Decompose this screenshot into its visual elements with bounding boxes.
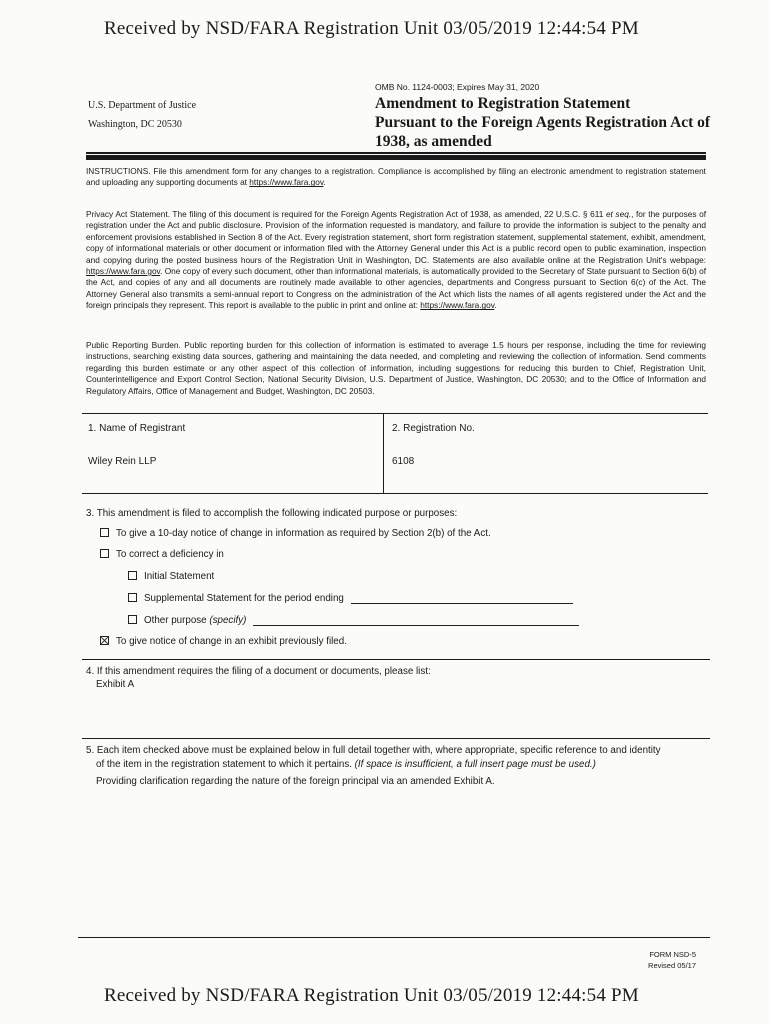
checkbox-10day[interactable]: [100, 528, 109, 537]
option-correct-label: To correct a deficiency in: [116, 549, 224, 560]
section5-label-line2: [96, 759, 596, 770]
option-other-label: Other purpose: [144, 615, 210, 626]
form-title: [375, 94, 715, 151]
instructions-paragraph: [86, 166, 706, 189]
form-title-line3: 1938, as amended: [375, 133, 492, 150]
option-initial-statement[interactable]: [128, 571, 214, 582]
section5-label-line2-text: of the item in the registration statement to which it pertains.: [96, 759, 355, 770]
section4-rule: [82, 738, 710, 739]
privacy-text-1: Privacy Act Statement. The filing of this document is required for the Foreign Agents Registration Act of 1938, as amended, 22 U.S.C. § 611: [86, 209, 606, 219]
option-correct-deficiency[interactable]: [100, 549, 224, 560]
option-supplemental-statement[interactable]: [128, 593, 573, 604]
omb-number: OMB No. 1124-0003; Expires May 31, 2020: [375, 82, 540, 92]
instructions-end: .: [323, 177, 326, 188]
registrant-name-label: 1. Name of Registrant: [88, 423, 186, 434]
header-rule-thin: [86, 152, 706, 154]
received-stamp-bottom: Received by NSD/FARA Registration Unit 03/05/2019 12:44:54 PM: [104, 985, 639, 1006]
option-supplemental-label: Supplemental Statement for the period ending: [144, 593, 344, 604]
section5-label-italic: (If space is insufficient, a full insert page must be used.): [354, 759, 596, 770]
burden-paragraph: Public Reporting Burden. Public reporting burden for this collection of information is estimated to average 1.5 hours per response, including the time for reviewing instructions, searching existing data sources, gathering and maintaining the data needed, and completing and reviewing the collection of information. Send comments regarding this burden estimate or any other aspect of this collection of information, including suggestions for reducing this burden to Chief, Registration Unit, Counterintelligence and Export Control Section, National Security Division, U.S. Department of Justice, Washington, DC 20530; and to the Office of Information and Regulatory Affairs, Office of Management and Budget, Washington, DC 20503.: [86, 340, 706, 396]
section4-label: 4. If this amendment requires the filing of a document or documents, please list:: [86, 666, 431, 677]
fields-top-rule: [82, 413, 708, 414]
privacy-act-paragraph: [86, 209, 706, 312]
fields-bottom-rule: [82, 493, 708, 494]
form-title-line1: Amendment to Registration Statement: [375, 95, 631, 112]
option-other-purpose[interactable]: [128, 615, 579, 626]
section5-label-line1: 5. Each item checked above must be explained below in full detail together with, where appropriate, specific reference to and identity: [86, 745, 661, 756]
privacy-text-2: , for the purposes of registration under the Act and public disclosure. Provision of the information requested is mandatory, and failure to provide the information is subject to the penalty and enforcement provisions established in Section 8 of the Act. Every registration statement, short form registration statement, supplemental statement, exhibit, amendment, copy of informational materials or other document or information filed with the Attorney General under this Act is a public record open to public examination, inspection and copying during the posted business hours of the Registration Unit in Washington, DC. Statements are also available online at the Registration Unit's webpage:: [86, 209, 706, 265]
privacy-italic: et seq.: [605, 209, 632, 219]
form-footer: [600, 949, 696, 971]
footer-rule: [78, 937, 710, 938]
received-stamp-top: Received by NSD/FARA Registration Unit 03/05/2019 12:44:54 PM: [104, 18, 639, 39]
option-exhibit-change[interactable]: [100, 636, 347, 647]
section4-value[interactable]: Exhibit A: [96, 679, 135, 690]
checkbox-other[interactable]: [128, 615, 137, 624]
instructions-text: INSTRUCTIONS. File this amendment form for any changes to a registration. Compliance is accomplished by filing an electronic amendment to registration statement and uploading any supporting documents at: [86, 166, 706, 188]
option-other-specify: (specify): [209, 615, 247, 626]
option-10day-notice[interactable]: [100, 528, 491, 539]
other-purpose-field[interactable]: [253, 615, 579, 626]
registration-number-label: 2. Registration No.: [392, 423, 475, 434]
checkbox-correct[interactable]: [100, 549, 109, 558]
fields-divider: [383, 413, 384, 493]
department-city: Washington, DC 20530: [88, 119, 182, 130]
checkbox-supplemental[interactable]: [128, 593, 137, 602]
privacy-text-3: . One copy of every such document, other than informational materials, is automatically provided to the Secretary of State pursuant to Section 6(b) of the Act, and copies of any and all documents are routinely made available to other agencies, departments and Congress pursuant to Section 6(c) of the Act. The Attorney General also transmits a semi-annual report to Congress on the administration of the Act which lists the names of all agents registered under the Act and the foreign principals they represent. This report is available to the public in print and online at:: [86, 266, 706, 311]
privacy-end: .: [494, 300, 497, 311]
privacy-link-2[interactable]: https://www.fara.gov: [420, 300, 495, 311]
form-revised: Revised 05/17: [648, 961, 696, 970]
option-initial-label: Initial Statement: [144, 571, 215, 582]
form-title-line2: Pursuant to the Foreign Agents Registration Act of: [375, 114, 711, 131]
registration-number-value[interactable]: 6108: [392, 456, 415, 467]
form-number: FORM NSD-5: [649, 950, 696, 959]
privacy-link-1[interactable]: https://www.fara.gov: [86, 266, 161, 277]
section5-value[interactable]: Providing clarification regarding the nature of the foreign principal via an amended Exhibit A.: [96, 776, 495, 787]
option-exhibit-label: To give notice of change in an exhibit previously filed.: [116, 636, 347, 647]
section3-label: 3. This amendment is filed to accomplish the following indicated purpose or purposes:: [86, 508, 458, 519]
section3-rule: [82, 659, 710, 660]
instructions-link[interactable]: https://www.fara.gov: [249, 177, 324, 188]
option-10day-label: To give a 10-day notice of change in information as required by Section 2(b) of the Act.: [116, 528, 491, 539]
period-ending-field[interactable]: [351, 593, 573, 604]
registrant-name-value[interactable]: Wiley Rein LLP: [88, 456, 157, 467]
department-name: U.S. Department of Justice: [88, 100, 197, 111]
header-rule-thick: [86, 155, 706, 160]
checkbox-initial[interactable]: [128, 571, 137, 580]
checkbox-exhibit-checked[interactable]: [100, 636, 109, 645]
